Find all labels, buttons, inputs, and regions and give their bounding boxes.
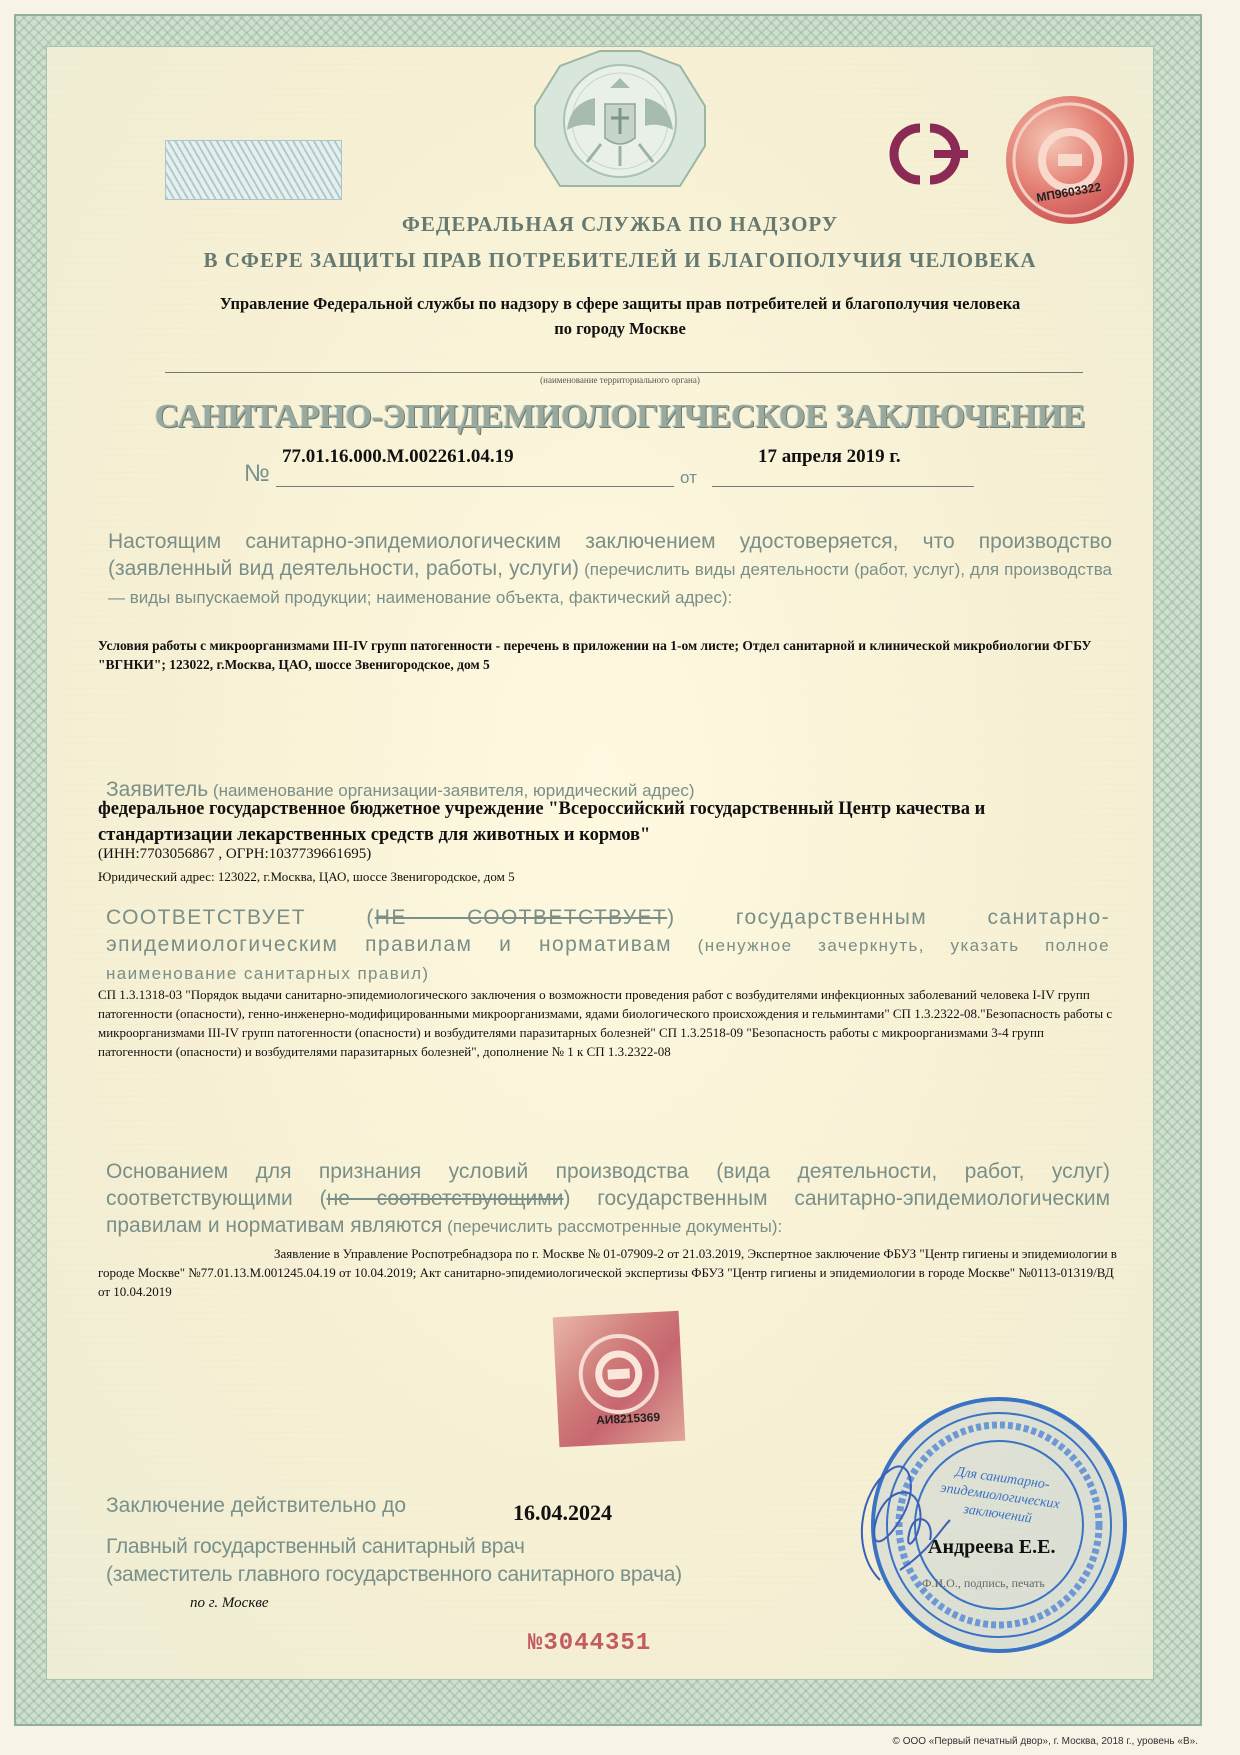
hologram-square-code: АИ8215369 — [595, 1409, 661, 1428]
department-line1: Управление Федеральной службы по надзору в сфере защиты прав потребителей и благополучия человека — [219, 294, 1021, 313]
signer-name: Андреева Е.Е. — [928, 1536, 1056, 1558]
compliance-open-paren: ( — [306, 906, 375, 929]
signer-caption: Ф.И.О., подпись, печать — [922, 1576, 1045, 1590]
se-logo-icon — [872, 118, 982, 190]
department-line2: по городу Москве — [554, 319, 686, 338]
applicant-name: федеральное государственное бюджетное учреждение "Всероссийский государственный Центр качества и стандартизации лекарственных средств для животных и кормов" — [98, 799, 986, 845]
hologram-code: МП9603322 — [1035, 179, 1103, 205]
compliance-statement — [106, 904, 1110, 987]
basis-text-a: Основанием для признания условий производства (вида деятельности, работ, услуг) соответствующими ( — [106, 1160, 1110, 1210]
form-serial-number: №3044351 — [528, 1630, 652, 1657]
stamp-inner-text: Для санитарно-эпидемиологических заключений — [939, 1464, 1061, 1527]
document-number: 77.01.16.000.М.002261.04.19 — [282, 446, 514, 467]
applicant-label: Заявитель — [106, 778, 209, 801]
date-underline — [712, 486, 974, 487]
compliance-hint: (ненужное зачеркнуть, указать полное наименование санитарных правил) — [106, 936, 1111, 983]
certify-intro — [108, 528, 1112, 611]
basis-statement — [106, 1158, 1110, 1240]
basis-hint: (перечислить рассмотренные документы): — [442, 1217, 783, 1236]
compliance-no-struck: НЕ СООТВЕТСТВУЕТ — [374, 906, 668, 929]
compliance-rest: ) государственным санитарно-эпидемиологическим правилам и нормативам — [106, 906, 1110, 956]
certify-intro-main: Настоящим санитарно-эпидемиологическим заключением удостоверяется, что производство (заявленный вид деятельности, работы, услуги) — [108, 530, 1112, 580]
department-underline — [165, 372, 1083, 373]
chief-doctor-role: Главный государственный санитарный врач — [106, 1535, 525, 1558]
certify-intro-hint: (перечислить виды деятельности (работ, услуг), для производства — виды выпускаемой продукции; наименование объекта, фактический адрес): — [108, 560, 1112, 607]
handwritten-signature-icon — [840, 1430, 960, 1600]
applicant-address: Юридический адрес: 123022, г.Москва, ЦАО, шоссе Звенигородское, дом 5 — [98, 869, 515, 884]
hologram-seal — [1006, 96, 1134, 224]
sanitary-rules-list: СП 1.3.1318-03 "Порядок выдачи санитарно-эпидемиологического заключения о возможности проведения работ с возбудителями инфекционных заболеваний человека I-IV групп патогенности (опасности), генно-инженерно-модифицированными микроорганизмами, ядами биологического происхождения и гельминтами" СП 1.3.2322-08."Безопасность работы с микроорганизмами III-IV групп патогенности (опасности) и возбудителями паразитарных болезней" СП 1.3.2518-09 "Безопасность работы с микроорганизмами 3-4 групп патогенности (опасности) и возбудителями паразитарных болезней", дополнение № 1 к СП 1.3.2322-08 — [98, 987, 1113, 1059]
guilloche-patch — [165, 140, 342, 200]
emblem-icon — [505, 46, 735, 196]
number-prefix: № — [244, 460, 270, 487]
hologram-ring-icon — [1006, 96, 1134, 224]
applicant-hint: (наименование организации-заявителя, юридический адрес) — [208, 781, 695, 800]
printer-credit: © ООО «Первый печатный двор», г. Москва, 2018 г., уровень «В». — [892, 1736, 1198, 1747]
compliance-yes: СООТВЕТСТВУЕТ — [106, 906, 307, 929]
agency-title-line1: ФЕДЕРАЛЬНАЯ СЛУЖБА ПО НАДЗОРУ — [401, 212, 839, 236]
agency-title-line2: В СФЕРЕ ЗАЩИТЫ ПРАВ ПОТРЕБИТЕЛЕЙ И БЛАГОПОЛУЧИЯ ЧЕЛОВЕКА — [203, 248, 1037, 272]
valid-until-date: 16.04.2024 — [513, 1500, 612, 1525]
basis-text-b: ) государственным санитарно-эпидемиологическим правилам и нормативам являются — [106, 1187, 1111, 1237]
date-prefix: от — [680, 468, 697, 487]
hologram-square-icon — [553, 1311, 686, 1447]
basis-documents: Заявление в Управление Роспотребнадзора по г. Москве № 01-07909-2 от 21.03.2019, Экспертное заключение ФБУЗ "Центр гигиены и эпидемиологии в городе Москве" №77.01.13.М.001245.04.19 от 10.04.2019; Акт санитарно-эпидемиологической экспертизы ФБУЗ "Центр гигиены и эпидемиологии в городе Москве" №0113-01319/ВД от 10.04.2019 — [98, 1246, 1117, 1299]
signature-city: по г. Москве — [190, 1595, 269, 1611]
valid-until-label: Заключение действительно до — [106, 1494, 407, 1517]
department-caption: (наименование территориального органа) — [540, 375, 700, 385]
hologram-square — [553, 1311, 686, 1447]
number-underline — [276, 486, 674, 487]
deputy-role: (заместитель главного государственного санитарного врача) — [106, 1563, 682, 1586]
basis-struck: не соответствующими — [326, 1187, 564, 1210]
document-title: САНИТАРНО-ЭПИДЕМИОЛОГИЧЕСКОЕ ЗАКЛЮЧЕНИЕ — [154, 398, 1086, 435]
activity-text: Условия работы с микроорганизмами III-IV групп патогенности - перечень в приложении на 1-ом листе; Отдел санитарной и клинической микробиологии ФГБУ "ВГНКИ"; 123022, г.Москва, ЦАО, шоссе Звенигородское, дом 5 — [98, 638, 1092, 672]
applicant-ids: (ИНН:7703056867 , ОГРН:1037739661695) — [98, 846, 372, 862]
document-date: 17 апреля 2019 г. — [758, 446, 901, 467]
